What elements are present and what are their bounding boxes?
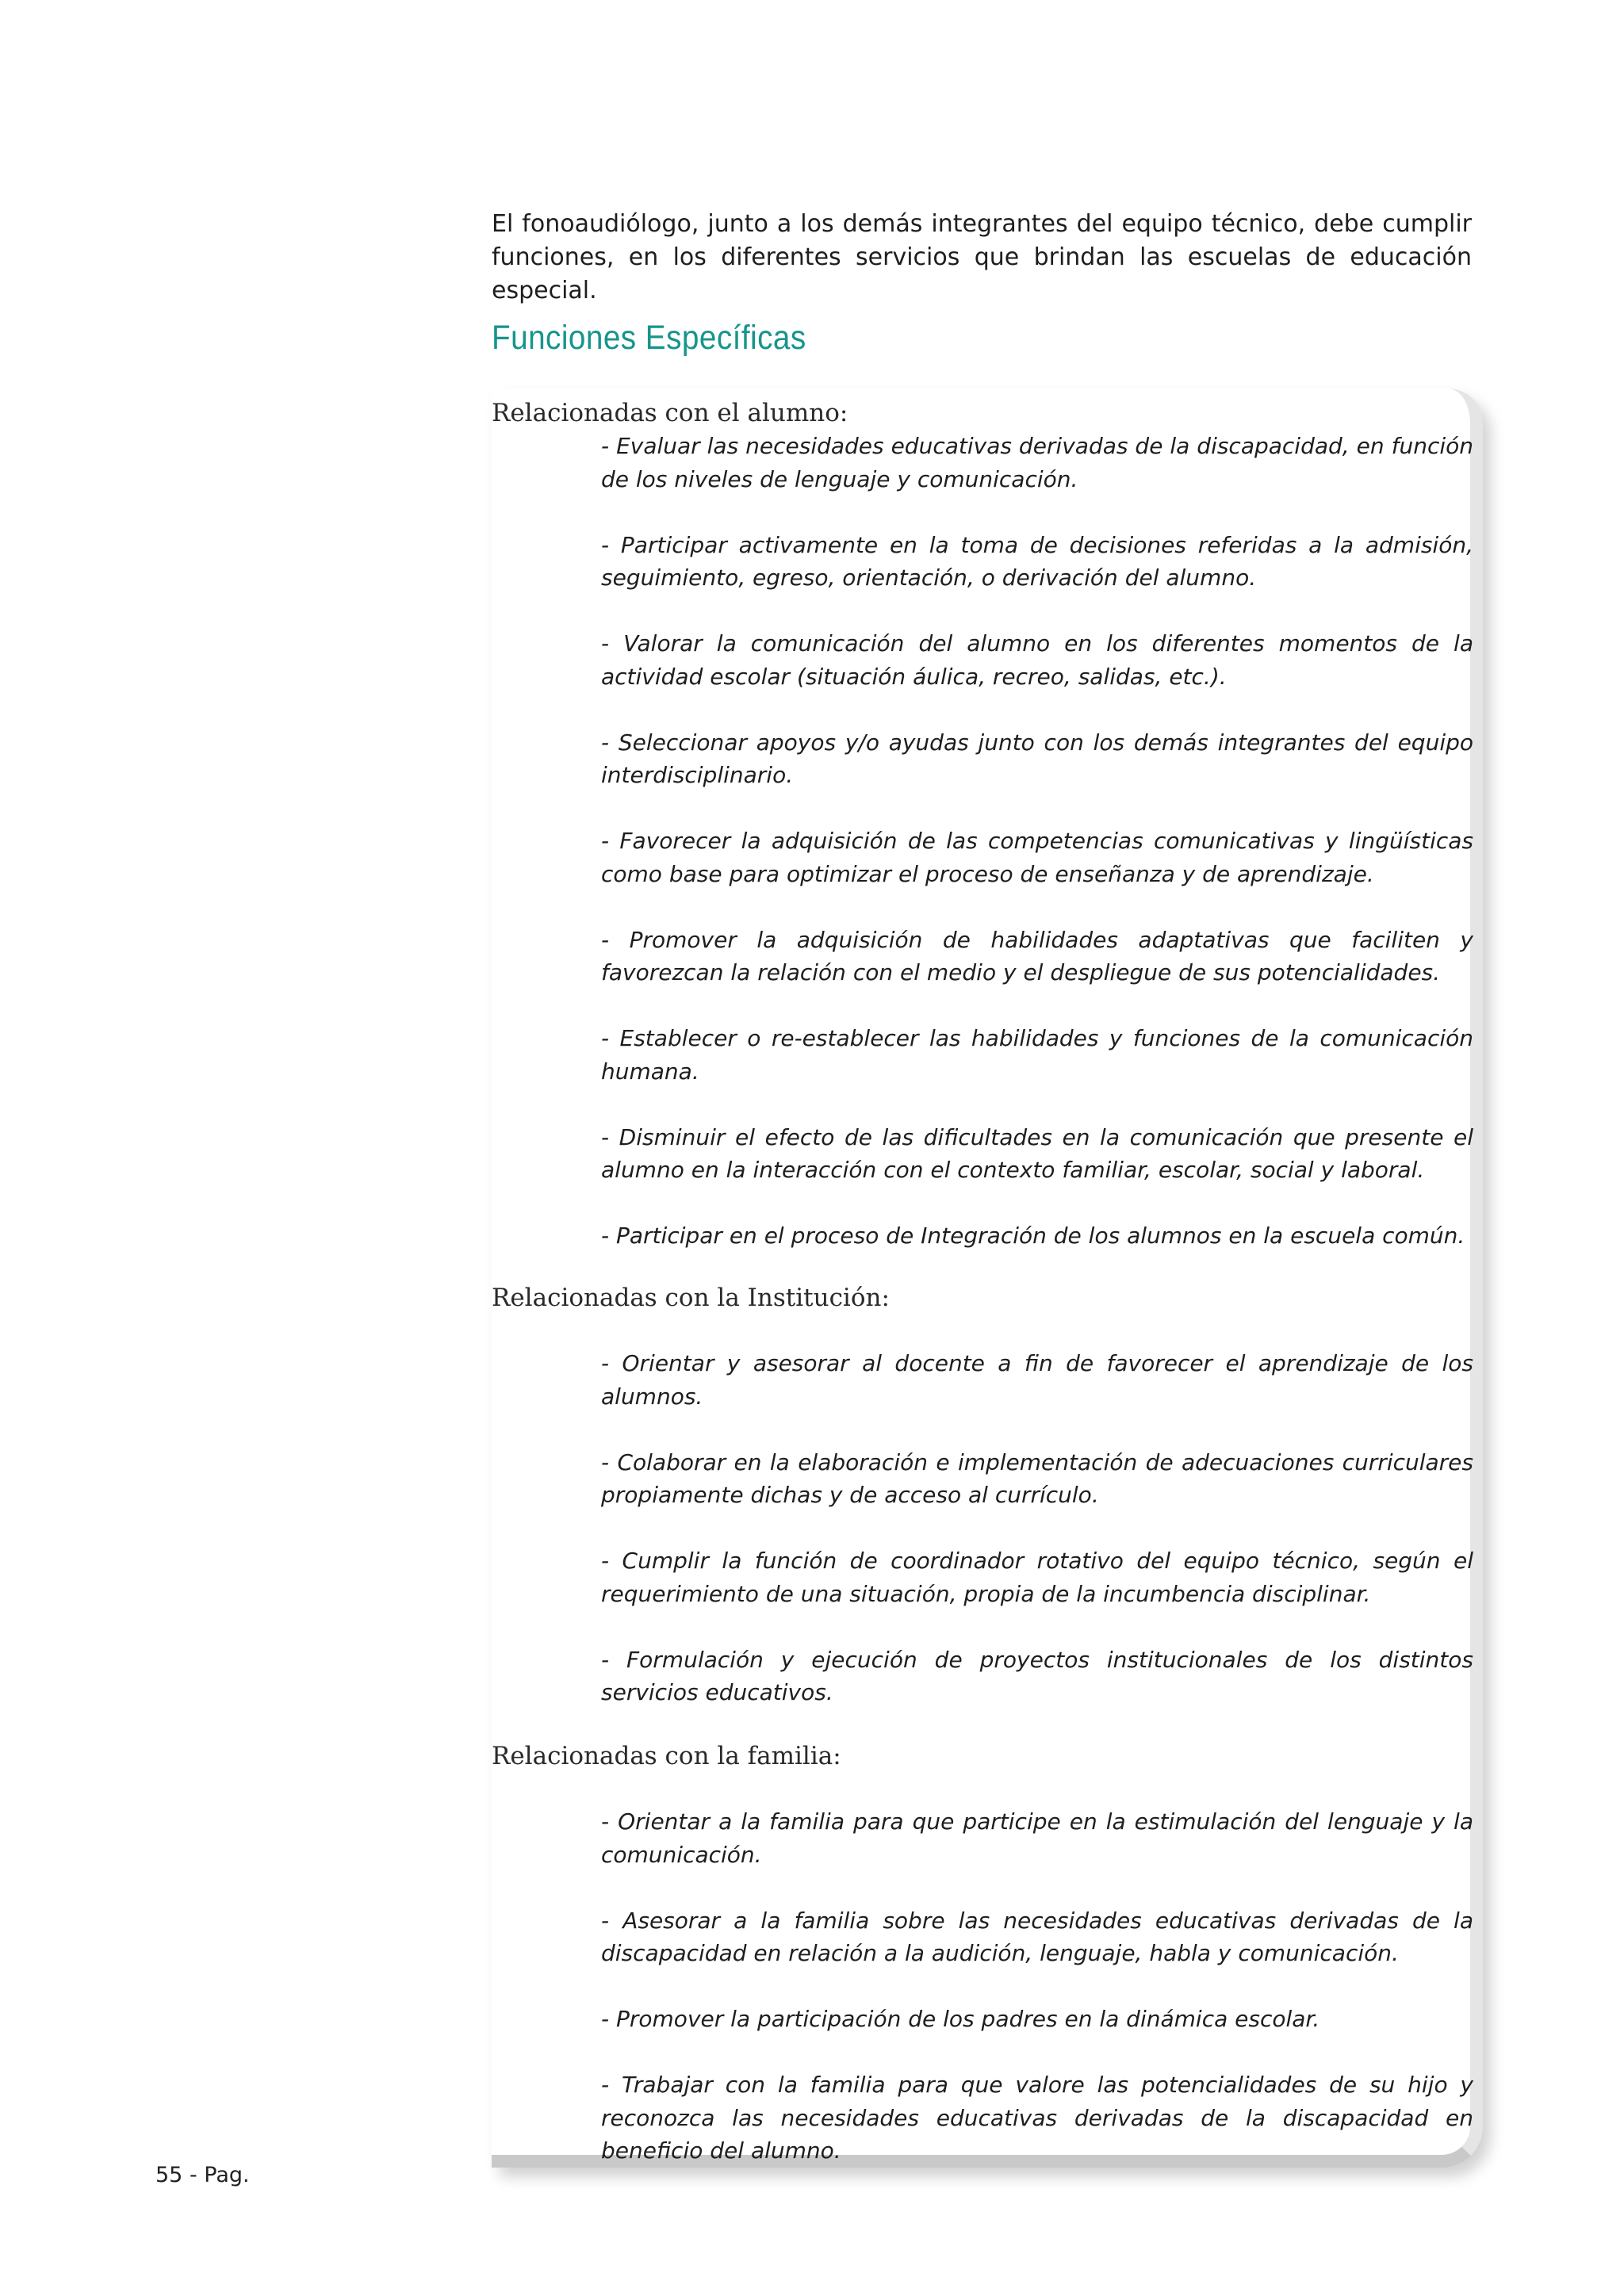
intro-block <box>492 208 1472 360</box>
page-number: 55 - Pag. <box>155 2163 250 2187</box>
item-list <box>601 1347 1473 1709</box>
section-title: Funciones Específicas <box>492 319 806 357</box>
group-alumno <box>492 396 1472 1253</box>
group-familia <box>492 1739 1472 2168</box>
list-item: - Promover la participación de los padres en la dinámica escolar. <box>601 2006 1320 2032</box>
list-item: - Asesorar a la familia sobre las necesidades educativas derivadas de la discapacidad en relación a la audición, lenguaje, habla y comunicación. <box>601 1907 1473 1966</box>
list-item: - Favorecer la adquisición de las competencias comunicativas y lingüísticas como base para optimizar el proceso de enseñanza y de aprendizaje. <box>601 828 1473 887</box>
list-item: - Colaborar en la elaboración e implementación de adecuaciones curriculares propiamente dichas y de acceso al currículo. <box>601 1448 1473 1508</box>
list-item: - Formulación y ejecución de proyectos institucionales de los distintos servicios educativos. <box>601 1646 1473 1705</box>
group-institucion <box>492 1281 1472 1709</box>
item-list <box>601 1805 1473 2168</box>
item-list <box>601 430 1473 1253</box>
list-item: - Promover la adquisición de habilidades adaptativas que faciliten y favorezcan la relación con el medio y el despliegue de sus potencialidades. <box>601 926 1473 985</box>
list-item: - Participar en el proceso de Integración de los alumnos en la escuela común. <box>601 1223 1465 1249</box>
group-title: Relacionadas con la Institución: <box>492 1284 890 1312</box>
list-item: - Cumplir la función de coordinador rotativo del equipo técnico, según el requerimiento de una situación, propia de la incumbencia disciplinar. <box>601 1548 1473 1607</box>
list-item: - Disminuir el efecto de las dificultades en la comunicación que presente el alumno en la interacción con el contexto familiar, escolar, social y laboral. <box>601 1123 1473 1183</box>
list-item: - Orientar y asesorar al docente a fin de favorecer el aprendizaje de los alumnos. <box>601 1350 1473 1410</box>
group-title: Relacionadas con el alumno: <box>492 399 848 427</box>
list-item: - Seleccionar apoyos y/o ayudas junto con los demás integrantes del equipo interdisciplinario. <box>601 729 1473 788</box>
list-item: - Establecer o re-establecer las habilidades y funciones de la comunicación humana. <box>601 1025 1473 1085</box>
list-item: - Evaluar las necesidades educativas derivadas de la discapacidad, en función de los niveles de lenguaje y comunicación. <box>601 433 1473 492</box>
intro-paragraph: El fonoaudiólogo, junto a los demás integrantes del equipo técnico, debe cumplir funciones, en los diferentes servicios que brindan las escuelas de educación especial. <box>492 210 1472 304</box>
list-item: - Trabajar con la familia para que valore las potencialidades de su hijo y reconozca las necesidades educativas derivadas de la discapacidad en beneficio del alumno. <box>601 2072 1473 2164</box>
group-title: Relacionadas con la familia: <box>492 1742 841 1770</box>
list-item: - Participar activamente en la toma de decisiones referidas a la admisión, seguimiento, egreso, orientación, o derivación del alumno. <box>601 531 1473 591</box>
list-item: - Orientar a la familia para que participe en la estimulación del lenguaje y la comunicación. <box>601 1808 1473 1868</box>
list-item: - Valorar la comunicación del alumno en los diferentes momentos de la actividad escolar (situación áulica, recreo, salidas, etc.). <box>601 630 1473 690</box>
